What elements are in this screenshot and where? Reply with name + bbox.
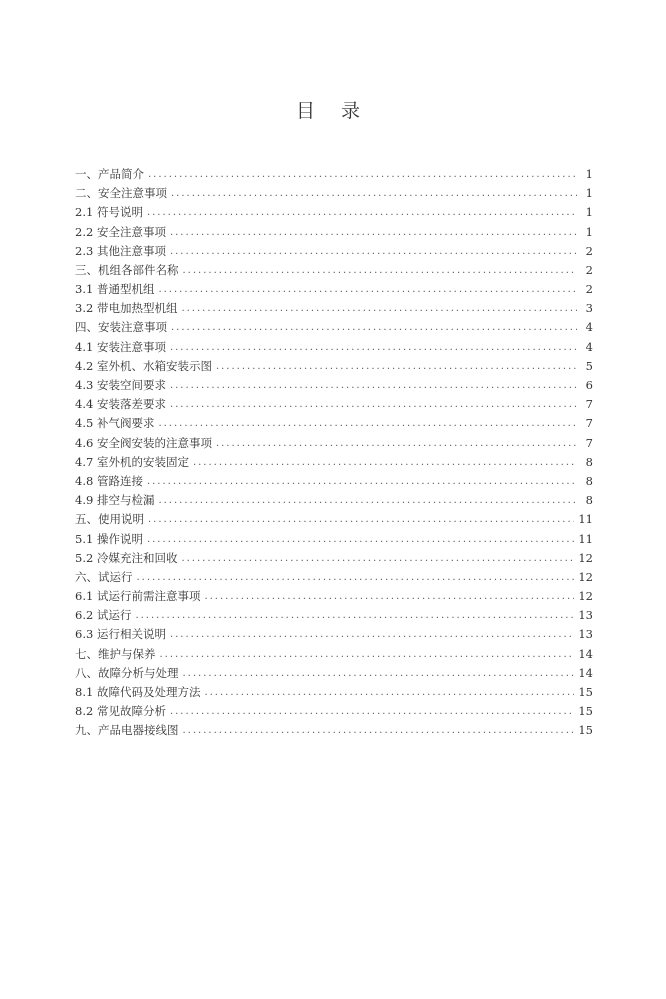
toc-entry[interactable] (75, 664, 593, 683)
toc-entry-page-number: 15 (578, 704, 593, 719)
toc-entry[interactable] (75, 261, 593, 280)
toc-leader-dots (170, 625, 574, 644)
toc-entry-label: 4.4 安装落差要求 (75, 397, 166, 412)
toc-entry-label: 七、维护与保养 (75, 646, 156, 661)
toc-entry[interactable] (75, 510, 593, 529)
toc-entry-label: 六、试运行 (75, 569, 133, 584)
toc-entry-page-number: 8 (585, 454, 593, 469)
toc-entry-page-number: 3 (585, 301, 593, 316)
toc-entry[interactable] (75, 414, 593, 433)
toc-leader-dots (160, 645, 575, 664)
toc-entry-page-number: 13 (578, 608, 593, 623)
toc-entry-label: 4.3 安装空间要求 (75, 378, 166, 393)
toc-entry-label: 2.1 符号说明 (75, 205, 143, 220)
toc-entry-label: 3.2 带电加热型机组 (75, 301, 178, 316)
toc-entry-page-number: 15 (578, 685, 593, 700)
toc-leader-dots (170, 395, 577, 414)
toc-entry[interactable] (75, 434, 593, 453)
toc-leader-dots (171, 184, 577, 203)
toc-entry-label: 4.8 管路连接 (75, 473, 143, 488)
toc-entry-page-number: 15 (578, 723, 593, 738)
toc-entry-page-number: 2 (585, 262, 593, 277)
toc-entry-page-number: 1 (585, 224, 593, 239)
toc-entry-page-number: 4 (585, 339, 593, 354)
toc-leader-dots (147, 203, 577, 222)
toc-leader-dots (170, 338, 577, 357)
toc-entry[interactable] (75, 338, 593, 357)
toc-entry-page-number: 4 (585, 320, 593, 335)
toc-entry[interactable] (75, 453, 593, 472)
toc-entry-page-number: 6 (585, 378, 593, 393)
toc-leader-dots (135, 606, 574, 625)
page-title: 目 录 (295, 100, 371, 122)
toc-entry-label: 6.1 试运行前需注意事项 (75, 589, 201, 604)
toc-entry-label: 四、安装注意事项 (75, 320, 167, 335)
toc-leader-dots (137, 568, 575, 587)
toc-entry-label: 4.6 安全阀安装的注意事项 (75, 435, 212, 450)
toc-entry-label: 4.5 补气阀要求 (75, 416, 155, 431)
toc-leader-dots (216, 357, 577, 376)
toc-entry[interactable] (75, 203, 593, 222)
toc-entry[interactable] (75, 683, 593, 702)
toc-entry-label: 八、故障分析与处理 (75, 665, 179, 680)
toc-leader-dots (158, 280, 577, 299)
toc-entry-page-number: 7 (585, 416, 593, 431)
toc-entry[interactable] (75, 530, 593, 549)
toc-entry-page-number: 7 (585, 397, 593, 412)
toc-leader-dots (183, 261, 578, 280)
toc-entry[interactable] (75, 242, 593, 261)
toc-leader-dots (216, 434, 577, 453)
toc-entry-page-number: 1 (585, 186, 593, 201)
toc-leader-dots (183, 664, 575, 683)
toc-leader-dots (147, 472, 577, 491)
toc-entry-label: 6.3 运行相关说明 (75, 627, 166, 642)
toc-entry-label: 4.1 安装注意事项 (75, 339, 166, 354)
toc-entry-page-number: 8 (585, 493, 593, 508)
toc-entry-label: 5.2 冷媒充注和回收 (75, 550, 178, 565)
table-of-contents (75, 165, 593, 741)
toc-leader-dots (148, 510, 574, 529)
toc-leader-dots (183, 721, 575, 740)
toc-entry-page-number: 2 (585, 282, 593, 297)
toc-entry[interactable] (75, 721, 593, 740)
toc-entry[interactable] (75, 165, 593, 184)
toc-entry[interactable] (75, 184, 593, 203)
toc-entry-label: 二、安全注意事项 (75, 186, 167, 201)
toc-leader-dots (204, 587, 574, 606)
toc-entry-page-number: 13 (578, 627, 593, 642)
toc-entry-label: 4.2 室外机、水箱安装示图 (75, 358, 212, 373)
toc-leader-dots (148, 165, 577, 184)
toc-leader-dots (170, 242, 577, 261)
toc-leader-dots (158, 491, 577, 510)
toc-entry[interactable] (75, 549, 593, 568)
toc-entry-label: 九、产品电器接线图 (75, 723, 179, 738)
toc-leader-dots (171, 318, 577, 337)
toc-leader-dots (193, 453, 577, 472)
toc-entry-label: 五、使用说明 (75, 512, 144, 527)
toc-entry[interactable] (75, 587, 593, 606)
toc-entry-page-number: 1 (585, 166, 593, 181)
toc-leader-dots (181, 549, 574, 568)
toc-entry[interactable] (75, 395, 593, 414)
toc-entry[interactable] (75, 376, 593, 395)
toc-entry-page-number: 11 (578, 531, 593, 546)
toc-leader-dots (204, 683, 574, 702)
toc-entry-label: 2.3 其他注意事项 (75, 243, 166, 258)
toc-entry-label: 三、机组各部件名称 (75, 262, 179, 277)
toc-entry-label: 8.1 故障代码及处理方法 (75, 685, 201, 700)
toc-entry-page-number: 12 (578, 569, 593, 584)
toc-entry-page-number: 1 (585, 205, 593, 220)
toc-entry-label: 6.2 试运行 (75, 608, 132, 623)
toc-entry[interactable] (75, 702, 593, 721)
toc-entry-page-number: 5 (585, 358, 593, 373)
toc-leader-dots (147, 530, 574, 549)
toc-leader-dots (170, 702, 574, 721)
toc-entry-label: 5.1 操作说明 (75, 531, 143, 546)
toc-entry-label: 2.2 安全注意事项 (75, 224, 166, 239)
toc-entry[interactable] (75, 319, 593, 338)
toc-entry-page-number: 14 (578, 646, 593, 661)
toc-entry-page-number: 2 (585, 243, 593, 258)
toc-entry[interactable] (75, 645, 593, 664)
toc-entry-page-number: 8 (585, 473, 593, 488)
toc-entry[interactable] (75, 280, 593, 299)
toc-entry-page-number: 11 (578, 512, 593, 527)
toc-entry[interactable] (75, 568, 593, 587)
toc-entry[interactable] (75, 299, 593, 318)
toc-leader-dots (158, 414, 577, 433)
toc-entry-page-number: 7 (585, 435, 593, 450)
toc-entry[interactable] (75, 491, 593, 510)
toc-entry-page-number: 12 (578, 550, 593, 565)
toc-entry-page-number: 12 (578, 589, 593, 604)
toc-leader-dots (170, 376, 577, 395)
toc-entry[interactable] (75, 606, 593, 625)
toc-entry[interactable] (75, 357, 593, 376)
toc-entry-label: 8.2 常见故障分析 (75, 704, 166, 719)
toc-entry[interactable] (75, 472, 593, 491)
toc-leader-dots (181, 299, 577, 318)
toc-entry-label: 4.9 排空与检漏 (75, 493, 155, 508)
toc-entry[interactable] (75, 626, 593, 645)
toc-entry[interactable] (75, 223, 593, 242)
toc-entry-label: 3.1 普通型机组 (75, 282, 155, 297)
toc-entry-label: 4.7 室外机的安装固定 (75, 454, 189, 469)
toc-leader-dots (170, 223, 577, 242)
toc-entry-page-number: 14 (578, 665, 593, 680)
toc-entry-label: 一、产品简介 (75, 166, 144, 181)
